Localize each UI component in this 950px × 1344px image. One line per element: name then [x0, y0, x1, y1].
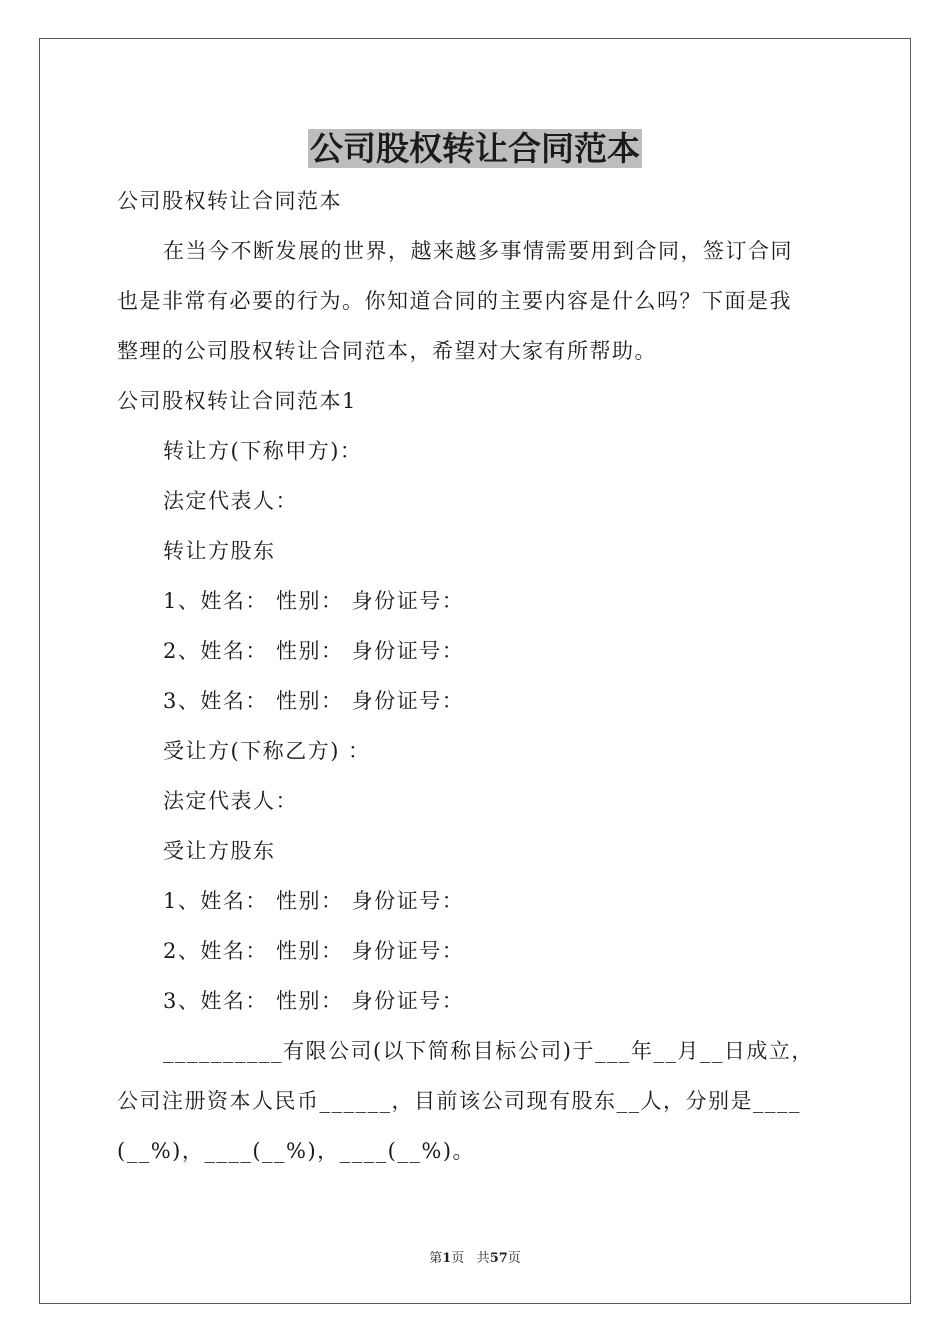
- body-line: 受让方(下称乙方) ：: [163, 739, 371, 763]
- footer-page-suffix: 页: [451, 1251, 465, 1266]
- body-line: 公司股权转让合同范本1: [117, 389, 357, 413]
- body-line: 1、姓名： 性别： 身份证号：: [163, 589, 465, 613]
- footer-prefix: 第: [429, 1251, 443, 1266]
- body-line: 法定代表人：: [163, 489, 298, 513]
- body-line: 公司注册资本人民币______，目前该公司现有股东__人，分别是____: [117, 1089, 801, 1113]
- body-line: 3、姓名： 性别： 身份证号：: [163, 989, 465, 1013]
- body-line: 受让方股东: [163, 839, 276, 863]
- document-body: [117, 178, 837, 1178]
- body-line: 整理的公司股权转让合同范本，希望对大家有所帮助。: [117, 339, 657, 363]
- page-footer: [0, 1247, 950, 1266]
- footer-total-suffix: 页: [507, 1251, 521, 1266]
- body-line: 公司股权转让合同范本: [117, 189, 342, 213]
- body-line: __________有限公司(以下简称目标公司)于___年__月__日成立，: [163, 1039, 814, 1063]
- body-line: 也是非常有必要的行为。你知道合同的主要内容是什么吗？下面是我: [117, 289, 792, 313]
- body-line: 2、姓名： 性别： 身份证号：: [163, 939, 465, 963]
- body-line: 转让方股东: [163, 539, 276, 563]
- body-line: 2、姓名： 性别： 身份证号：: [163, 639, 465, 663]
- body-line: 转让方(下称甲方)：: [163, 439, 363, 463]
- footer-page-number: 1: [442, 1251, 452, 1266]
- body-line: 在当今不断发展的世界，越来越多事情需要用到合同，签订合同: [163, 239, 793, 263]
- body-line: 3、姓名： 性别： 身份证号：: [163, 689, 465, 713]
- document-title-text: 公司股权转让合同范本: [310, 129, 640, 168]
- footer-total-pages: 57: [489, 1251, 508, 1266]
- body-line: 法定代表人：: [163, 789, 298, 813]
- document-title: [0, 128, 950, 170]
- body-line: (__%)，____(__%)，____(__%)。: [117, 1139, 476, 1163]
- body-line: 1、姓名： 性别： 身份证号：: [163, 889, 465, 913]
- footer-total-prefix: 共: [476, 1251, 490, 1266]
